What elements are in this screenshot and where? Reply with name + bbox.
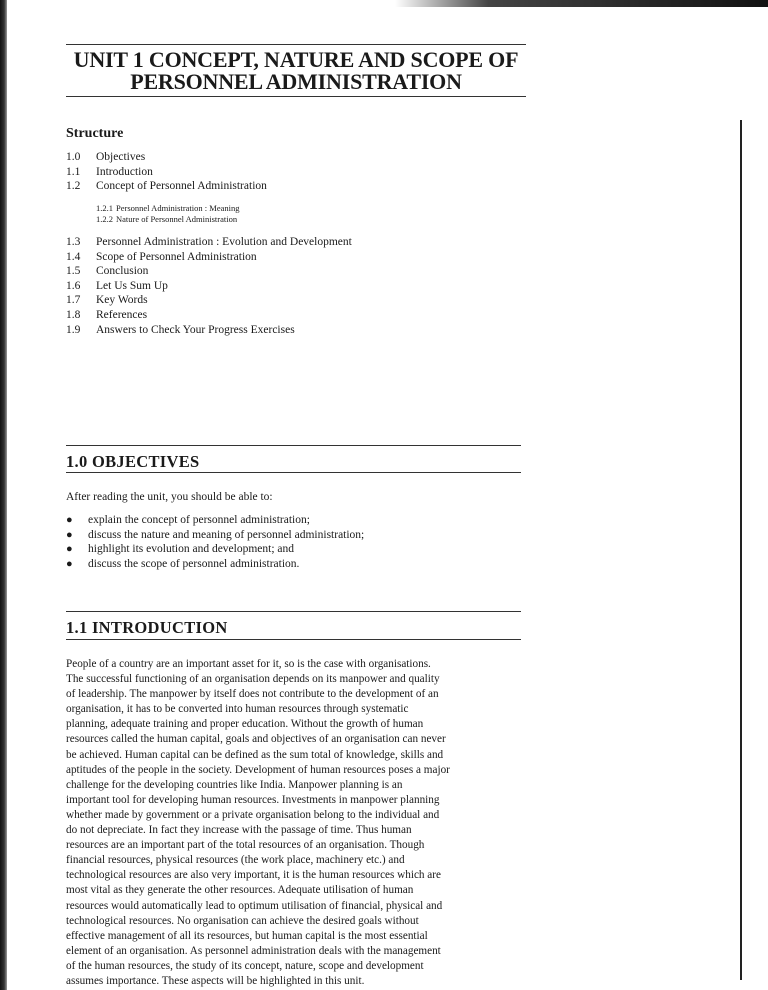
objectives-bottom-rule (66, 472, 521, 473)
introduction-top-rule (66, 611, 521, 612)
paragraph-line: planning, adequate training and proper education. Without the growth of human (66, 718, 424, 731)
toc-item (66, 150, 267, 165)
toc-number: 1.5 (66, 265, 81, 278)
toc-label: Let Us Sum Up (96, 279, 168, 292)
toc-subitem (96, 214, 239, 225)
paragraph-line: of the human resources, the study of its concept, nature, scope and development (66, 959, 424, 972)
introduction-heading: 1.1 INTRODUCTION (66, 618, 228, 637)
toc-label: Conclusion (96, 265, 149, 278)
toc-sublist (96, 203, 239, 225)
toc-label: Answers to Check Your Progress Exercises (96, 323, 295, 336)
paragraph-line: do not depreciate. In fact they increase with the passage of time. Thus human (66, 824, 412, 837)
toc-sublabel: Personnel Administration : Meaning (116, 203, 240, 213)
paragraph-line: organisation, it has to be converted into human resources through systematic (66, 703, 409, 716)
toc-subnumber: 1.2.2 (96, 214, 113, 224)
toc-subitem (96, 203, 239, 214)
objective-text: discuss the scope of personnel administration. (88, 557, 300, 570)
toc-number: 1.3 (66, 236, 81, 248)
toc-item (66, 323, 352, 338)
paragraph-line: element of an organisation. As personnel administration deals with the management (66, 944, 441, 957)
toc-number: 1.7 (66, 294, 81, 307)
bullet-icon: ● (66, 557, 73, 570)
toc-subnumber: 1.2.1 (96, 203, 113, 213)
toc-item (66, 165, 267, 180)
paragraph-line: whether made by government or a private organisation belong to the individual and (66, 808, 440, 821)
paragraph-line: technological resources are also very important, it is the human resources which are (66, 869, 441, 882)
objectives-intro: After reading the unit, you should be able to: (66, 491, 273, 503)
paragraph-line: challenge for the developing countries like India. Manpower planning is an (66, 778, 403, 791)
toc-sublabel: Nature of Personnel Administration (116, 214, 238, 224)
objective-item (66, 557, 364, 572)
toc-number: 1.1 (66, 165, 81, 178)
paragraph-line: effective management of all its resources, but human capital is the most essential (66, 929, 428, 942)
unit-title (66, 49, 526, 93)
toc-label: Key Words (96, 294, 148, 307)
paragraph-line: technological resources. No organisation can achieve the desired goals without (66, 914, 419, 927)
toc-number: 1.9 (66, 323, 81, 336)
toc-item (66, 264, 352, 279)
toc-list-top (66, 150, 267, 194)
toc-number: 1.6 (66, 279, 81, 292)
paragraph-line: of leadership. The manpower by itself does not contribute to the development of an (66, 688, 439, 701)
objective-text: highlight its evolution and development; and (88, 543, 295, 555)
toc-number: 1.0 (66, 151, 81, 163)
bullet-icon: ● (66, 514, 73, 526)
objectives-top-rule (66, 445, 521, 446)
toc-item (66, 235, 352, 250)
toc-label: Concept of Personnel Administration (96, 180, 267, 193)
title-bottom-rule (66, 96, 526, 97)
objective-item (66, 542, 364, 557)
toc-item (66, 250, 352, 265)
paragraph-line: aptitudes of the people in the society. Development of human resources poses a major (66, 763, 450, 776)
toc-number: 1.4 (66, 250, 81, 263)
paragraph-line: resources are an important part of the total resources of an organisation. Though (66, 839, 425, 852)
toc-number: 1.2 (66, 180, 81, 193)
toc-list-bottom (66, 235, 352, 337)
unit-title-line-2: PERSONNEL ADMINISTRATION (130, 69, 462, 94)
paragraph-line: resources would automatically lead to optimum utilisation of financial, physical and (66, 899, 443, 912)
toc-item (66, 308, 352, 323)
paragraph-line: The successful functioning of an organisation depends on its manpower and quality (66, 673, 440, 686)
objective-text: discuss the nature and meaning of personnel administration; (88, 528, 365, 541)
toc-label: Scope of Personnel Administration (96, 250, 257, 263)
toc-number: 1.8 (66, 308, 81, 321)
paragraph-line: assumes importance. These aspects will be highlighted in this unit. (66, 974, 365, 987)
toc-item (66, 293, 352, 308)
structure-heading: Structure (66, 126, 124, 141)
introduction-paragraph (66, 657, 528, 989)
paragraph-line: important tool for developing human resources. Investments in manpower planning (66, 793, 440, 806)
paragraph-line: most vital as they generate the other resources. Adequate utilisation of human (66, 884, 414, 897)
objective-item (66, 528, 364, 543)
toc-item (66, 279, 352, 294)
paragraph-line: resources called the human capital, goals and objectives of an organisation can never (66, 733, 446, 746)
toc-label: Introduction (96, 165, 153, 178)
bullet-icon: ● (66, 543, 73, 555)
introduction-bottom-rule (66, 639, 521, 640)
paragraph-line: People of a country are an important asset for it, so is the case with organisations. (66, 658, 431, 670)
toc-label: References (96, 308, 148, 321)
toc-item (66, 179, 267, 194)
objective-text: explain the concept of personnel administration; (88, 514, 310, 526)
objectives-heading: 1.0 OBJECTIVES (66, 452, 200, 471)
toc-label: Personnel Administration : Evolution and Development (96, 236, 352, 248)
bullet-icon: ● (66, 528, 73, 541)
title-top-rule (66, 44, 526, 45)
toc-label: Objectives (96, 151, 146, 163)
unit-title-line-1: UNIT 1 CONCEPT, NATURE AND SCOPE OF (73, 47, 519, 72)
paragraph-line: financial resources, physical resources (the work place, machinery etc.) and (66, 854, 405, 867)
objectives-list (66, 513, 364, 571)
objective-item (66, 513, 364, 528)
paragraph-line: be achieved. Human capital can be defined as the sum total of knowledge, skills and (66, 748, 444, 761)
